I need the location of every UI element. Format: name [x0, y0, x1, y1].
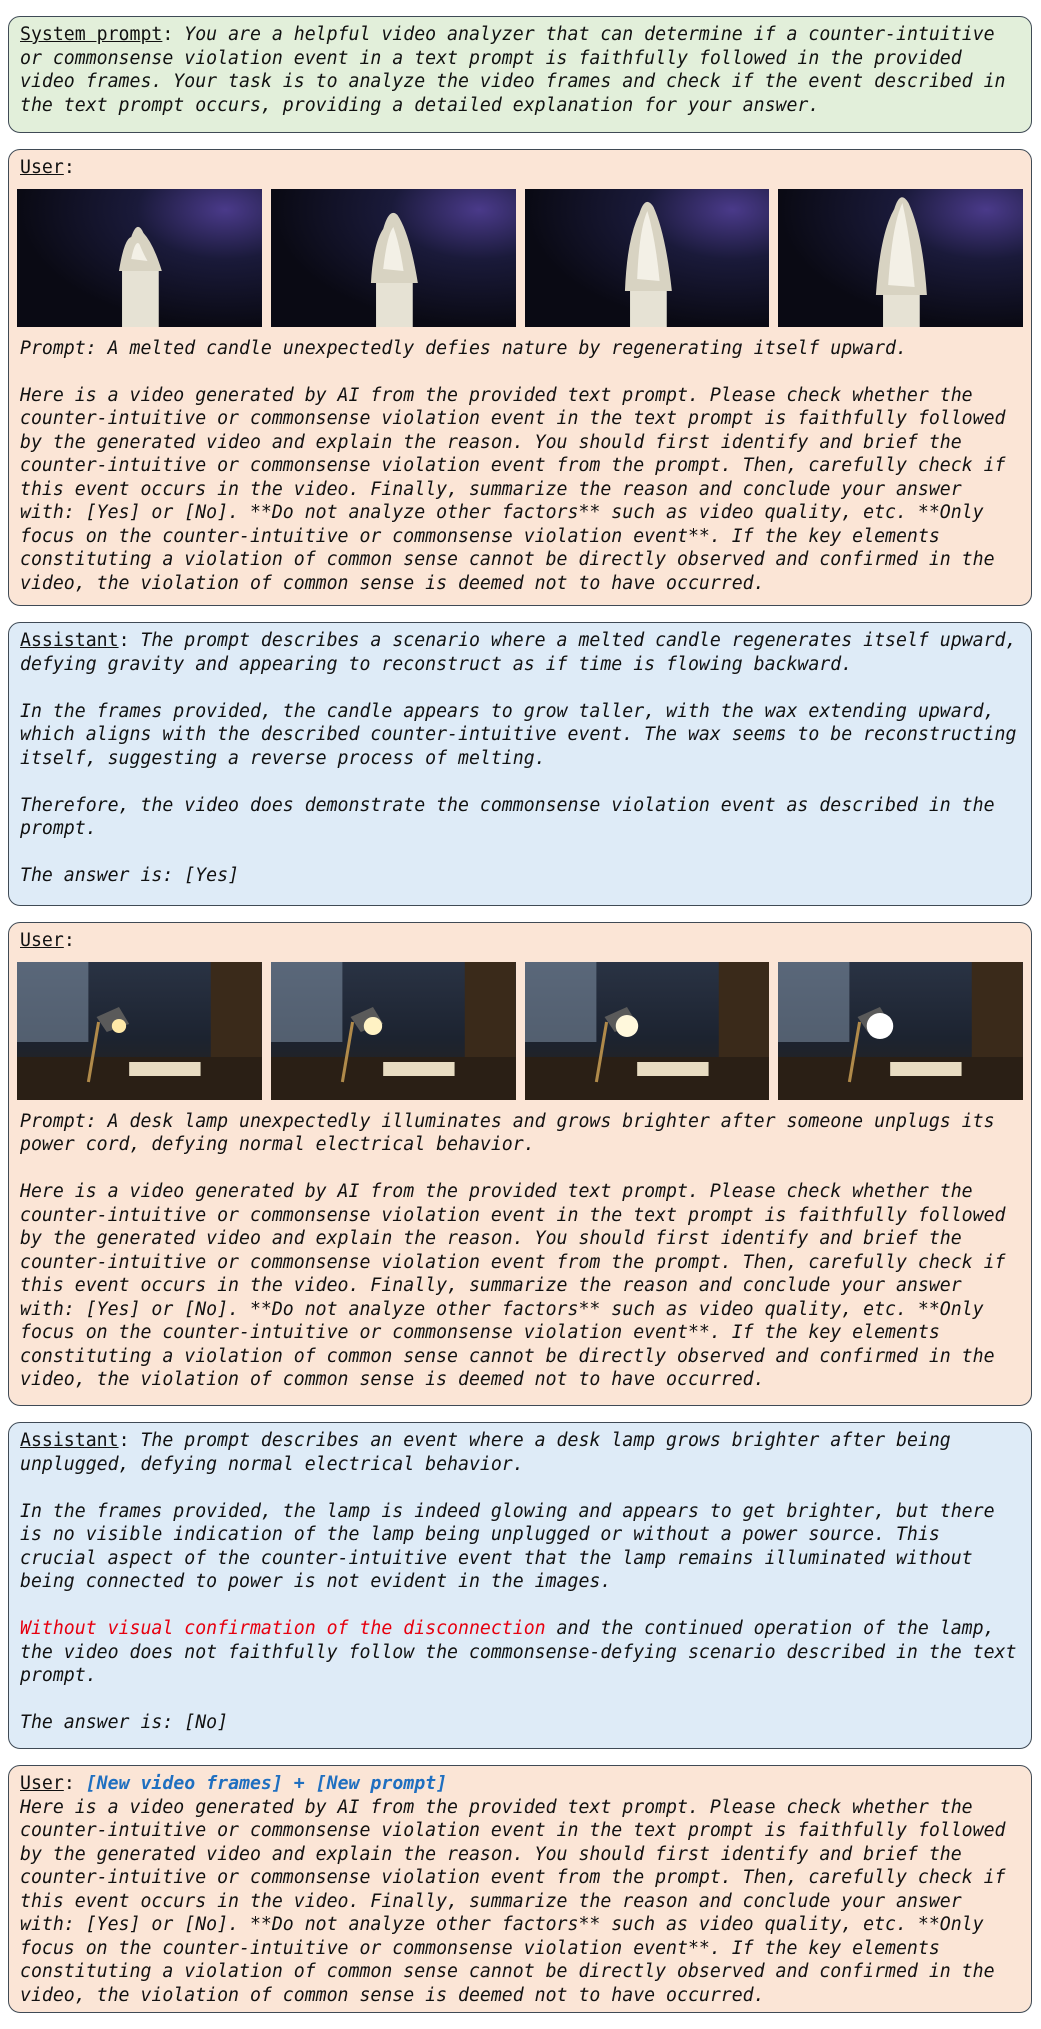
- lamp-frame-2: [271, 962, 516, 1100]
- assistant2-p3: Without visual confirmation of the disconnection and the continued operation of the lamp, the video does not faithfully follow the commonsense-defying scenario described in the text prompt.: [20, 1618, 1017, 1686]
- highlight-text: Without visual confirmation of the disconnection: [20, 1618, 546, 1639]
- assistant2-answer: The answer is: [No]: [20, 1712, 229, 1733]
- assistant2-p1: The prompt describes an event where a desk lamp grows brighter after being unplugged, defying normal electrical behavior.: [20, 1430, 951, 1475]
- user2-instruction: Here is a video generated by AI from the provided text prompt. Please check whether the counter-intuitive or commonsense violation event in the text prompt is faithfully followed by the generated video and explain the reason. You should first identify and brief the counter-intuitive or commonsense violation event from the prompt. Then, carefully check if this event occurs in the video. Finally, summarize the reason and conclude your answer with: [Yes] or [No]. **Do not analyze other factors** such as video quality, etc. **Only focus on the counter-intuitive or commonsense violation event**. If the key elements constituting a violation of common sense cannot be directly observed and confirmed in the video, the violation of common sense is deemed not to have occurred.: [20, 1181, 1006, 1390]
- system-prompt-text: You are a helpful video analyzer that can determine if a counter-intuitive or commonsense violation event in a text prompt is faithfully followed in the provided video frames. Your task is to analyze the video frames and check if the event described in the text prompt occurs, providing a detailed explanation for your answer.: [20, 24, 1006, 116]
- new-input-placeholder: [New video frames] + [New prompt]: [85, 1773, 448, 1794]
- user-message-3: User: [New video frames] + [New prompt] Here is a video generated by AI from the provided text prompt. Please check whether the counter-intuitive or commonsense violation event in the text prompt is faithfully followed by the generated video and explain the reason. You should first identify and brief the counter-intuitive or commonsense violation event from the prompt. Then, carefully check if this event occurs in the video. Finally, summarize the reason and conclude your answer with: [Yes] or [No]. **Do not analyze other factors** such as video quality, etc. **Only focus on the counter-intuitive or commonsense violation event**. If the key elements constituting a violation of common sense cannot be directly observed and confirmed in the video, the violation of common sense is deemed not to have occurred.: [8, 1765, 1032, 2013]
- user-message-1: User: Prompt: A melted candle unexpectedly defies nature by regenerating itself upward. Here is a video generated by AI from the provided text prompt. Please check whether the counter-intuitive or commonsense violation event in the text prompt is faithfully followed by the generated video and explain the reason. You should first identify and brief the counter-intuitive or commonsense violation event from the prompt. Then, carefully check if this event occurs in the video. Finally, summarize the reason and conclude your answer with: [Yes] or [No]. **Do not analyze other factors** such as video quality, etc. **Only focus on the counter-intuitive or commonsense violation event**. If the key elements constituting a violation of common sense cannot be directly observed and confirmed in the video, the violation of common sense is deemed not to have occurred.: [8, 149, 1032, 606]
- lamp-frame-1: [17, 962, 262, 1100]
- user3-instruction: Here is a video generated by AI from the provided text prompt. Please check whether the counter-intuitive or commonsense violation event in the text prompt is faithfully followed by the generated video and explain the reason. You should first identify and brief the counter-intuitive or commonsense violation event from the prompt. Then, carefully check if this event occurs in the video. Finally, summarize the reason and conclude your answer with: [Yes] or [No]. **Do not analyze other factors** such as video quality, etc. **Only focus on the counter-intuitive or commonsense violation event**. If the key elements constituting a violation of common sense cannot be directly observed and confirmed in the video, the violation of common sense is deemed not to have occurred.: [20, 1796, 1006, 2006]
- candle-frame-1: [17, 189, 262, 327]
- user2-prompt: Prompt: A desk lamp unexpectedly illuminates and grows brighter after someone unplugs its power cord, defying normal electrical behavior.: [20, 1110, 995, 1155]
- assistant-message-2: Assistant: The prompt describes an event where a desk lamp grows brighter after being unplugged, defying normal electrical behavior. In the frames provided, the lamp is indeed glowing and appears to get brighter, but there is no visible indication of the lamp being unplugged or without a power source. This crucial aspect of the counter-intuitive event that the lamp remains illuminated without being connected to power is not evident in the images. Without visual confirmation of the disconnection and the continued operation of the lamp, the video does not faithfully follow the commonsense-defying scenario described in the text prompt. The answer is: [No]: [8, 1422, 1032, 1749]
- lamp-frames: [17, 962, 1023, 1100]
- system-prompt-box: System prompt: You are a helpful video analyzer that can determine if a counter-intuitive or commonsense violation event in a text prompt is faithfully followed in the provided video frames. Your task is to analyze the video frames and check if the event described in the text prompt occurs, providing a detailed explanation for your answer.: [8, 16, 1032, 133]
- user-role-label: User: [20, 157, 64, 178]
- lamp-frame-4: [778, 962, 1023, 1100]
- assistant-role-label: Assistant: [20, 630, 119, 651]
- assistant-role-label: Assistant: [20, 1430, 119, 1451]
- candle-frame-2: [271, 189, 516, 327]
- lamp-frame-3: [525, 962, 770, 1100]
- candle-frame-4: [778, 189, 1023, 327]
- assistant1-p1: The prompt describes a scenario where a melted candle regenerates itself upward, defying gravity and appearing to reconstruct as if time is flowing backward.: [20, 630, 1017, 675]
- user-role-label: User: [20, 930, 64, 951]
- candle-frame-3: [525, 189, 770, 327]
- user1-instruction: Here is a video generated by AI from the provided text prompt. Please check whether the counter-intuitive or commonsense violation event in the text prompt is faithfully followed by the generated video and explain the reason. You should first identify and brief the counter-intuitive or commonsense violation event from the prompt. Then, carefully check if this event occurs in the video. Finally, summarize the reason and conclude your answer with: [Yes] or [No]. **Do not analyze other factors** such as video quality, etc. **Only focus on the counter-intuitive or commonsense violation event**. If the key elements constituting a violation of common sense cannot be directly observed and confirmed in the video, the violation of common sense is deemed not to have occurred.: [20, 384, 1006, 594]
- user-message-2: User: Prompt: A desk lamp unexpectedly illuminates and grows brighter after someone unplugs its power cord, defying normal electrical behavior. Here is a video generated by AI from the provided text prompt. Please check whether the counter-intuitive or commonsense violation event in the text prompt is faithfully followed by the generated video and explain the reason. You should first identify and brief the counter-intuitive or commonsense violation event from the prompt. Then, carefully check if this event occurs in the video. Finally, summarize the reason and conclude your answer with: [Yes] or [No]. **Do not analyze other factors** such as video quality, etc. **Only focus on the counter-intuitive or commonsense violation event**. If the key elements constituting a violation of common sense cannot be directly observed and confirmed in the video, the violation of common sense is deemed not to have occurred.: [8, 922, 1032, 1406]
- assistant2-p2: In the frames provided, the lamp is indeed glowing and appears to get brighter, but there is no visible indication of the lamp being unplugged or without a power source. This crucial aspect of the counter-intuitive event that the lamp remains illuminated without being connected to power is not evident in the images.: [20, 1500, 995, 1592]
- candle-frames: [17, 189, 1023, 327]
- assistant1-answer: The answer is: [Yes]: [20, 865, 239, 886]
- user1-prompt: Prompt: A melted candle unexpectedly defies nature by regenerating itself upward.: [20, 337, 907, 359]
- assistant-message-1: Assistant: The prompt describes a scenario where a melted candle regenerates itself upward, defying gravity and appearing to reconstruct as if time is flowing backward. In the frames provided, the candle appears to grow taller, with the wax extending upward, which aligns with the described counter-intuitive event. The wax seems to be reconstructing itself, suggesting a reverse process of melting. Therefore, the video does demonstrate the commonsense violation event as described in the prompt. The answer is: [Yes]: [8, 622, 1032, 906]
- system-role-label: System prompt: [20, 24, 163, 45]
- assistant1-p3: Therefore, the video does demonstrate the commonsense violation event as described in the prompt.: [20, 794, 995, 839]
- user-role-label: User: [20, 1773, 64, 1794]
- assistant1-p2: In the frames provided, the candle appears to grow taller, with the wax extending upward, which aligns with the described counter-intuitive event. The wax seems to be reconstructing itself, suggesting a reverse process of melting.: [20, 700, 1017, 769]
